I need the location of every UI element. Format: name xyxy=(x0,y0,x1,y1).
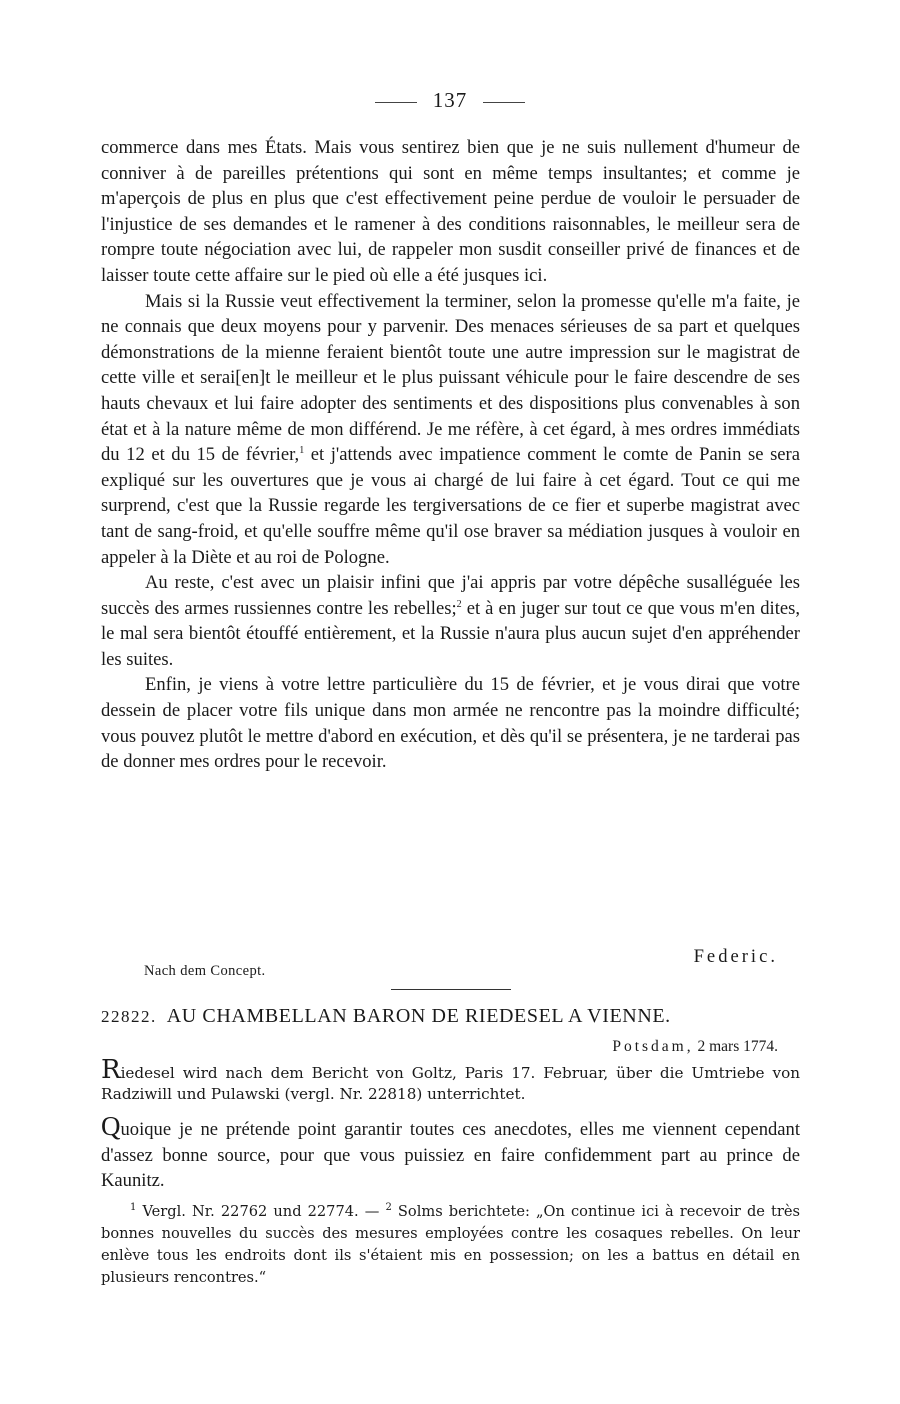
document-number: 22822. xyxy=(101,1007,157,1026)
summary-text: iedesel wird nach dem Bericht von Goltz, Paris 17. Februar, über die Umtriebe von Radziwill und Pulawski (vergl. Nr. 22818) unterrichtet. xyxy=(101,1064,800,1103)
footnote-ref-2: 2 xyxy=(456,598,462,610)
paragraph-1: commerce dans mes États. Mais vous sentirez bien que je ne suis nullement d'humeur de conniver à de pareilles prétentions qui sont en même temps insultantes; et comme je m'aperçois de plus en plus que c'est effectivement peine perdue de vouloir le persuader de l'injustice de ses demandes et le ramener à des conditions raisonnables, le meilleur sera de rompre toute négociation avec lui, de rappeler mon susdit conseiller privé de finances et de laisser toute cette affaire sur le pied où elle a été jusques ici. xyxy=(101,137,800,286)
paragraph-3 xyxy=(101,570,800,672)
paragraph-3-part-b: et à en juger sur tout ce que vous m'en dites, le mal sera bientôt étouffé entièrement, et la Russie n'aura plus aucun sujet d'en appréhender les suites. xyxy=(101,597,800,670)
second-letter-text: uoique je ne prétende point garantir toutes ces anecdotes, elles me viennent cependant d'assez bonne source, pour que vous puissiez en faire confidemment part au prince de Kaunitz. xyxy=(101,1119,800,1192)
page-number-dash-right xyxy=(483,102,525,103)
footnote-1-mark: 1 xyxy=(130,1202,137,1214)
paragraph-4: Enfin, je viens à votre lettre particulière du 15 de février, et je vous dirai que votre dessein de placer votre fils unique dans mon armée ne rencontre pas la moindre difficulté; vous pouvez plutôt le mettre d'abord en exécution, et dès qu'il se présentera, je ne tarderai pas de donner mes ordres pour le recevoir. xyxy=(101,674,800,773)
paragraph-3-part-a: Au reste, c'est avec un plaisir infini que j'ai appris par votre dépêche susalléguée les succès des armes russiennes contre les rebelles; xyxy=(101,572,800,619)
footnotes xyxy=(101,1201,800,1289)
footnote-2-text: Solms berichtete: „On continue ici à recevoir de très bonnes nouvelles du succès des mesures employées contre les cosaques rebelles. On leur enlève tous les endroits dont ils s'étaient mis en possession; on les a battus en détail en plusieurs rencontres.“ xyxy=(101,1203,800,1286)
document-date: 2 mars 1774. xyxy=(697,1038,778,1055)
section-divider xyxy=(391,989,511,990)
text-initial: Q xyxy=(101,1111,121,1141)
footnote-2-mark: 2 xyxy=(385,1202,392,1214)
source-note: Nach dem Concept. xyxy=(144,963,266,979)
footnote-ref-1: 1 xyxy=(299,444,305,456)
document-place: Potsdam, xyxy=(612,1038,694,1055)
summary-initial: R xyxy=(101,1055,121,1085)
document-summary xyxy=(101,1055,800,1105)
paragraph-2-part-a: Mais si la Russie veut effectivement la terminer, selon la promesse qu'elle m'a faite, je ne connais que deux moyens pour y parvenir. Des menaces sérieuses de sa part et quelques démonstrations de la mienne feraient bientôt toute une autre impression sur le magistrat de cette ville et serai[en]t le meilleur et le plus puissant véhicule pour le faire descendre de ses hauts chevaux et lui faire adopter des sentiments et des dispositions plus convenables à son état et à la nature même de mon différend. Je me réfère, à cet égard, à mes ordres immédiats du 12 et du 15 de février, xyxy=(101,290,800,466)
signature: Federic. xyxy=(693,946,778,967)
paragraph-2 xyxy=(101,289,800,571)
document-title: AU CHAMBELLAN BARON DE RIEDESEL A VIENNE. xyxy=(166,1005,671,1027)
second-letter-body xyxy=(101,1111,800,1194)
letter-body xyxy=(101,135,800,775)
page-number-dash-left xyxy=(375,102,417,103)
page-number-value: 137 xyxy=(432,88,468,112)
second-letter-paragraph xyxy=(101,1111,800,1194)
document-heading xyxy=(101,1005,800,1028)
place-date xyxy=(612,1038,778,1056)
paragraph-2-part-b: et j'attends avec impatience comment le comte de Panin se sera expliqué sur les ouvertures que je vous ai chargé de lui faire à cet égard. Tout ce qui me surprend, c'est que la Russie regarde les tergiversations de ce fier et superbe magistrat avec tant de sang-froid, et qu'elle souffre même qu'il ose braver sa médiation jusques à vouloir en appeler à la Diète et au roi de Pologne. xyxy=(101,444,801,568)
page-number xyxy=(0,88,900,113)
footnote-1-text: Vergl. Nr. 22762 und 22774. — xyxy=(142,1203,380,1220)
